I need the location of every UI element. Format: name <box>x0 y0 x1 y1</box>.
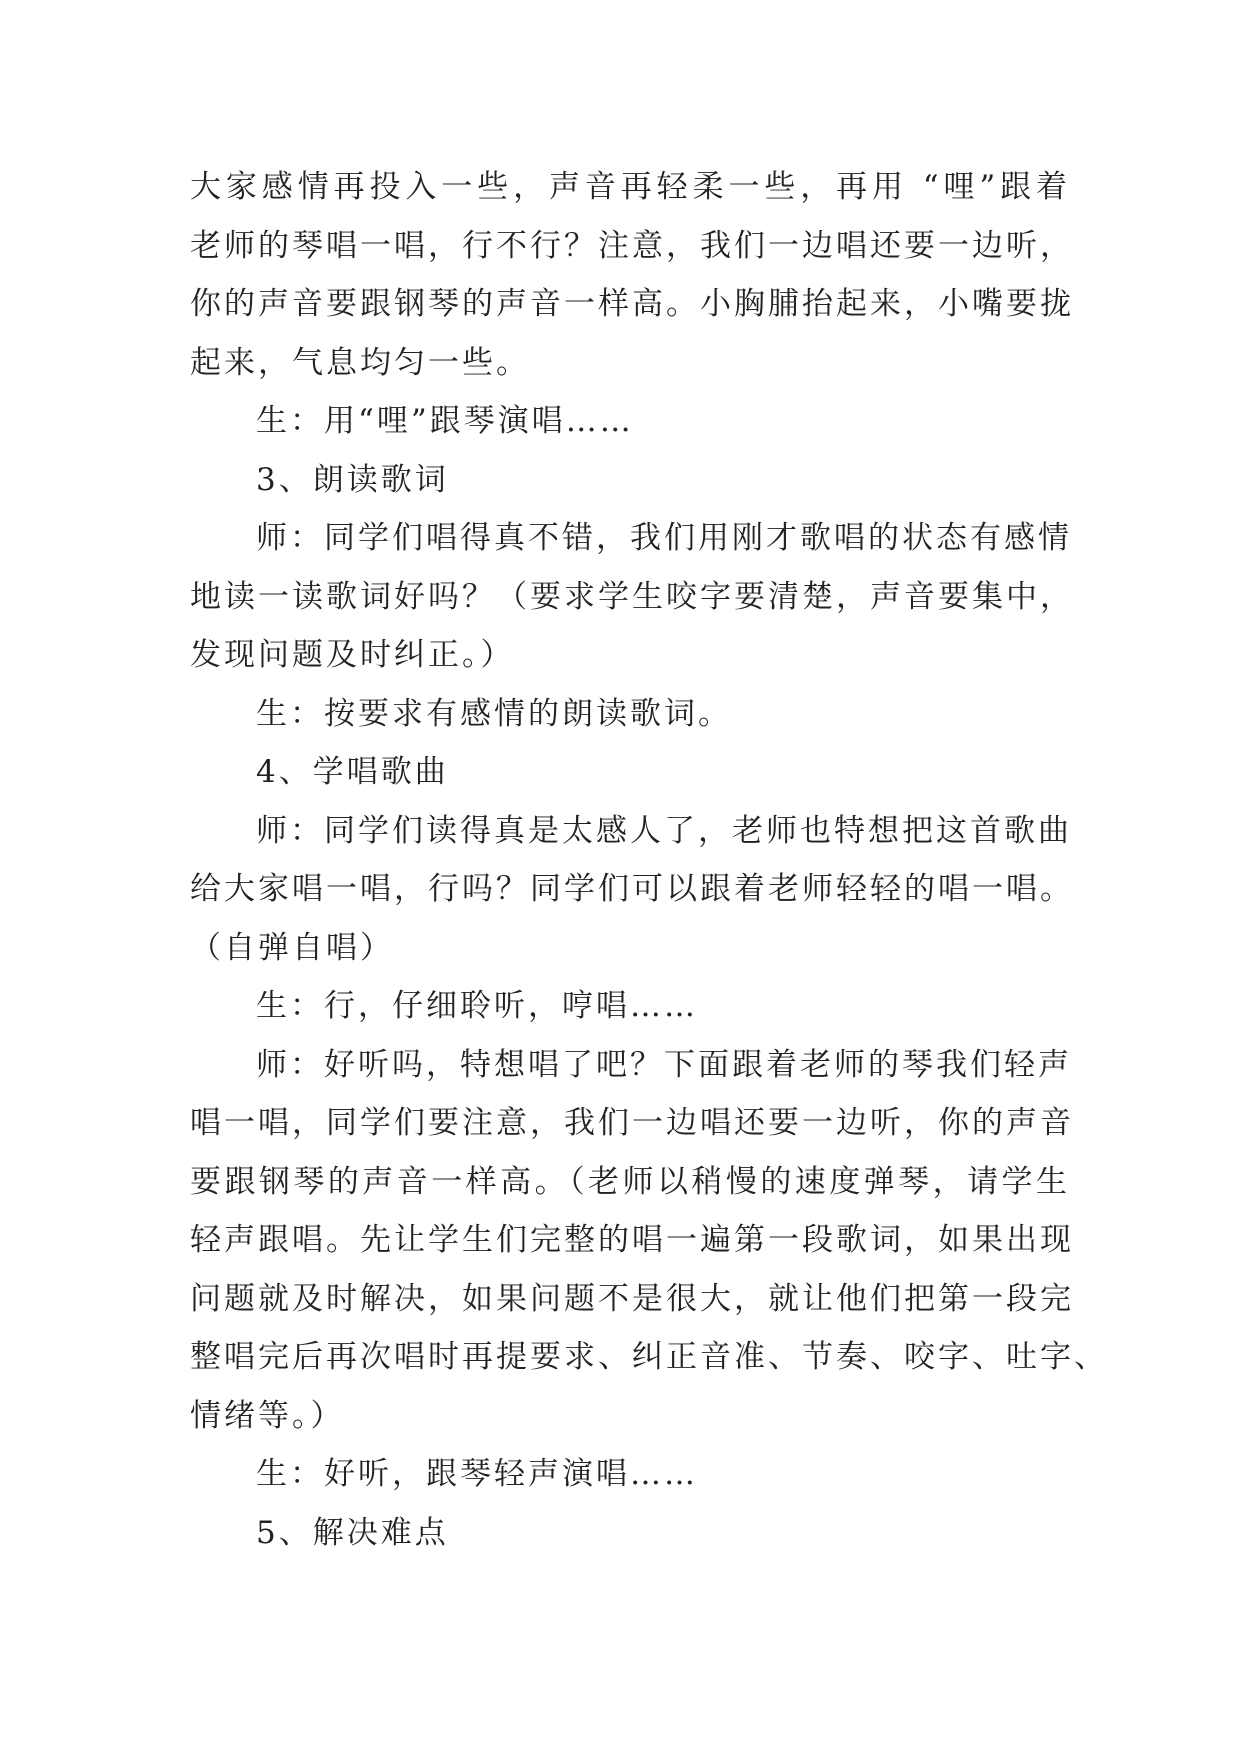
text-line: （自弹自唱） <box>190 929 394 966</box>
text-line: 生：按要求有感情的朗读歌词。 <box>256 695 732 732</box>
text-line: 问题就及时解决，如果问题不是很大，就让他们把第一段完 <box>190 1280 1074 1317</box>
text-line: 生：好听，跟琴轻声演唱…… <box>256 1456 698 1492</box>
text-line: 大家感情再投入一些，声音再轻柔一些，再用 “哩”跟着 <box>190 169 1070 205</box>
text-line: 生：行，仔细聆听，哼唱…… <box>256 988 698 1024</box>
text-line: 师：好听吗，特想唱了吧？下面跟着老师的琴我们轻声 <box>256 1046 1072 1083</box>
text-line: 起来，气息均匀一些。 <box>190 344 530 381</box>
text-line: 师：同学们读得真是太感人了，老师也特想把这首歌曲 <box>256 812 1072 849</box>
section-heading: 3、朗读歌词 <box>256 461 449 498</box>
text-line: 生：用“哩”跟琴演唱…… <box>256 403 634 439</box>
text-line: 师：同学们唱得真不错，我们用刚才歌唱的状态有感情 <box>256 520 1072 556</box>
text-line: 地读一读歌词好吗？（要求学生咬字要清楚，声音要集中， <box>190 578 1074 615</box>
section-heading: 5、解决难点 <box>256 1514 449 1551</box>
text-line: 老师的琴唱一唱，行不行？注意，我们一边唱还要一边听， <box>190 227 1074 264</box>
text-line: 要跟钢琴的声音一样高。（老师以稍慢的速度弹琴，请学生 <box>190 1163 1070 1200</box>
text-line: 轻声跟唱。先让学生们完整的唱一遍第一段歌词，如果出现 <box>190 1222 1074 1258</box>
text-line: 给大家唱一唱，行吗？同学们可以跟着老师轻轻的唱一唱。 <box>190 871 1074 907</box>
section-heading: 4、学唱歌曲 <box>256 754 449 790</box>
text-line: 情绪等。） <box>190 1397 345 1434</box>
text-line: 发现问题及时纠正。） <box>190 637 515 673</box>
text-line: 你的声音要跟钢琴的声音一样高。小胸脯抬起来，小嘴要拢 <box>190 286 1074 322</box>
text-line: 整唱完后再次唱时再提要求、纠正音准、节奏、咬字、吐字、 <box>190 1339 1108 1375</box>
document-body <box>190 158 1108 1562</box>
text-line: 唱一唱，同学们要注意，我们一边唱还要一边听，你的声音 <box>190 1105 1074 1141</box>
